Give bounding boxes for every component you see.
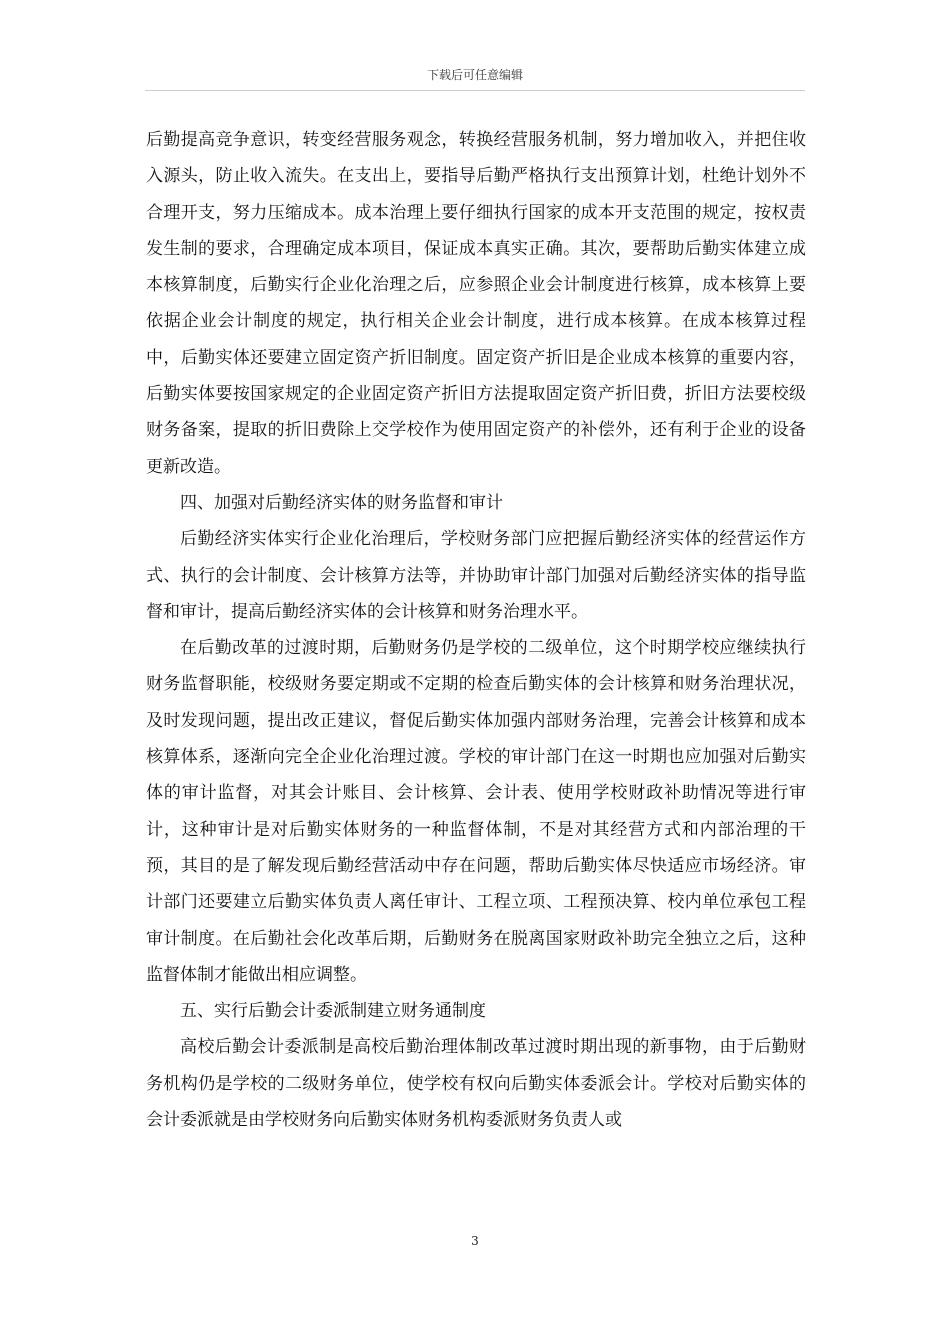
paragraph: 高校后勤会计委派制是高校后勤治理体制改革过渡时期出现的新事物，由于后勤财务机构仍是学校的二级财务单位，使学校有权向后勤实体委派会计。学校对后勤实体的会计委派就是由学校财务向后勤实体财务机构委派财务负责人或 [146,1037,806,1131]
paragraph: 在后勤改革的过渡时期，后勤财务仍是学校的二级单位，这个时期学校应继续执行财务监督职能，校级财务要定期或不定期的检查后勤实体的会计核算和财务治理状况，及时发现问题，提出改正建议，督促后勤实体加强内部财务治理，完善会计核算和成本核算体系，逐渐向完全企业化治理过渡。学校的审计部门在这一时期也应加强对后勤实体的审计监督，对其会计账目、会计核算、会计表、使用学校财政补助情况等进行审计，这种审计是对后勤实体财务的一种监督体制，不是对其经营方式和内部治理的干预，其目的是了解发现后勤经营活动中存在问题，帮助后勤实体尽快适应市场经济。审计部门还要建立后勤实体负责人离任审计、工程立项、工程预决算、校内单位承包工程审计制度。在后勤社会化改革后期，后勤财务在脱离国家财政补助完全独立之后，这种监督体制才能做出相应调整。 [146,638,806,985]
paragraph: 后勤提高竞争意识，转变经营服务观念，转换经营服务机制，努力增加收入，并把住收入源头，防止收入流失。在支出上，要指导后勤严格执行支出预算计划，杜绝计划外不合理开支，努力压缩成本。成本治理上要仔细执行国家的成本开支范围的规定，按权责发生制的要求，合理确定成本项目，保证成本真实正确。其次，要帮助后勤实体建立成本核算制度，后勤实行企业化治理之后，应参照企业会计制度进行核算，成本核算上要依据企业会计制度的规定，执行相关企业会计制度，进行成本核算。在成本核算过程中，后勤实体还要建立固定资产折旧制度。固定资产折旧是企业成本核算的重要内容，后勤实体要按国家规定的企业固定资产折旧方法提取固定资产折旧费，折旧方法要校级财务备案，提取的折旧费除上交学校作为使用固定资产的补偿外，还有利于企业的设备更新改造。 [146,130,806,477]
page-number: 3 [471,1234,479,1248]
header-divider [145,90,805,91]
section-heading: 四、加强对后勤经济实体的财务监督和审计 [180,492,503,513]
section-heading: 五、实行后勤会计委派制建立财务通制度 [180,1001,486,1022]
document-body [146,122,806,1138]
paragraph: 后勤经济实体实行企业化治理后，学校财务部门应把握后勤经济实体的经营运作方式、执行的会计制度、会计核算方法等，并协助审计部门加强对后勤经济实体的指导监督和审计，提高后勤经济实体的会计核算和财务治理水平。 [146,529,806,622]
page-header: 下载后可任意编辑 [426,68,523,82]
